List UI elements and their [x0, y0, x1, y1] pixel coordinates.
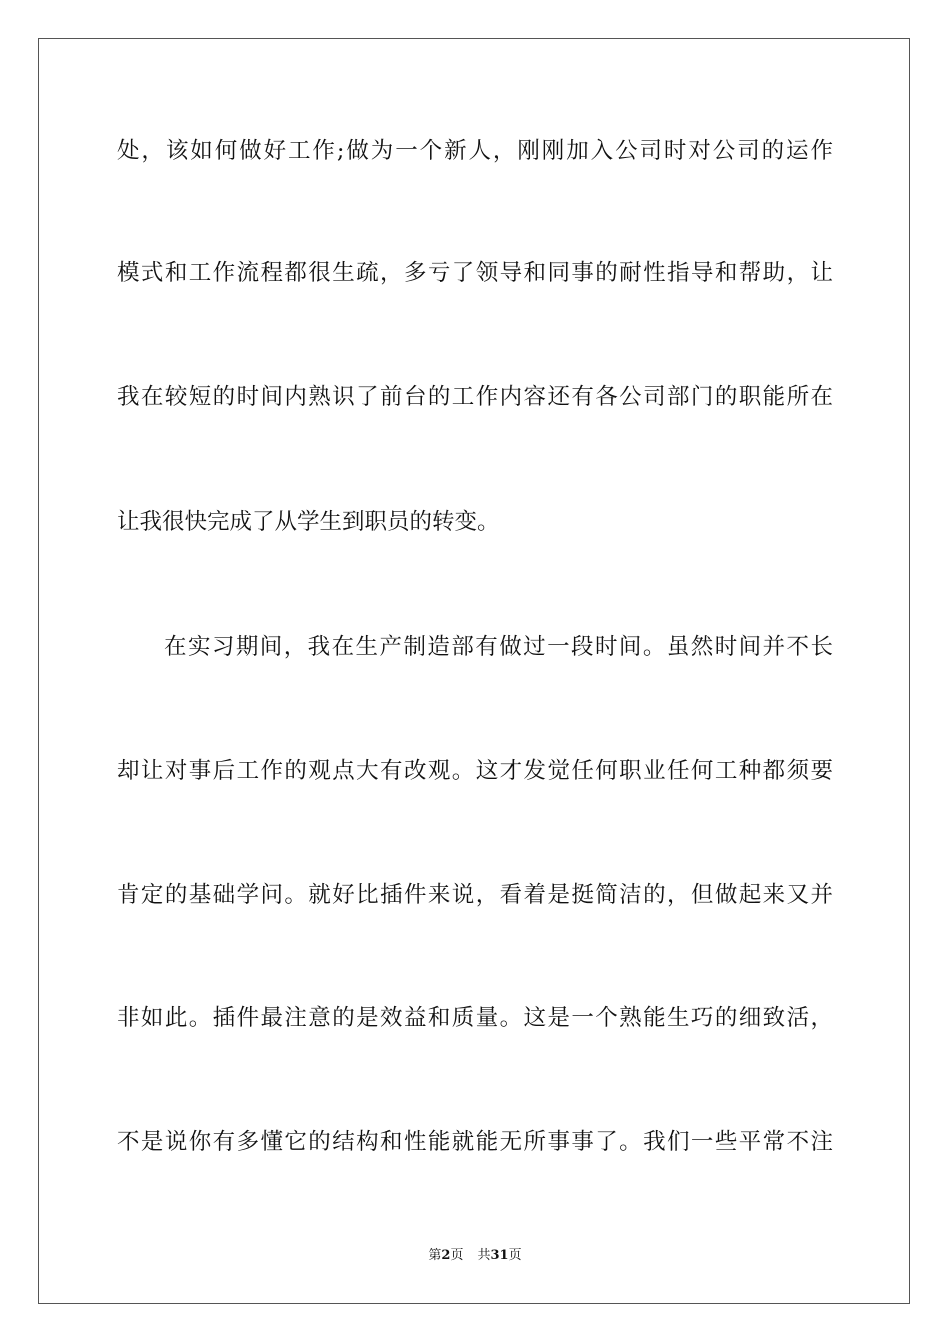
footer-total-prefix: 共 — [477, 1248, 491, 1263]
page-border — [38, 38, 910, 1304]
footer-total-suffix: 页 — [508, 1248, 522, 1263]
body-line-9: 不是说你有多懂它的结构和性能就能无所事事了。我们一些平常不注 — [117, 1129, 833, 1155]
page-footer — [0, 1247, 950, 1265]
paragraph-2-line-1: 在实习期间，我在生产制造部有做过一段时间。虽然时间并不长 — [164, 634, 833, 660]
body-line-1: 处，该如何做好工作;做为一个新人，刚刚加入公司时对公司的运作 — [117, 138, 833, 164]
body-line-4: 让我很快完成了从学生到职员的转变。 — [117, 509, 500, 535]
footer-page-suffix: 页 — [450, 1248, 464, 1263]
body-line-3: 我在较短的时间内熟识了前台的工作内容还有各公司部门的职能所在 — [117, 384, 833, 410]
footer-page-prefix: 第 — [428, 1248, 442, 1263]
body-line-6: 却让对事后工作的观点大有改观。这才发觉任何职业任何工种都须要 — [117, 758, 833, 784]
footer-page-number: 2 — [441, 1248, 451, 1263]
body-line-8: 非如此。插件最注意的是效益和质量。这是一个熟能生巧的细致活， — [117, 1005, 833, 1031]
body-line-2: 模式和工作流程都很生疏，多亏了领导和同事的耐性指导和帮助，让 — [117, 260, 833, 286]
body-line-7: 肯定的基础学问。就好比插件来说，看着是挺简洁的，但做起来又并 — [117, 882, 833, 908]
footer-total-pages: 31 — [490, 1248, 509, 1263]
